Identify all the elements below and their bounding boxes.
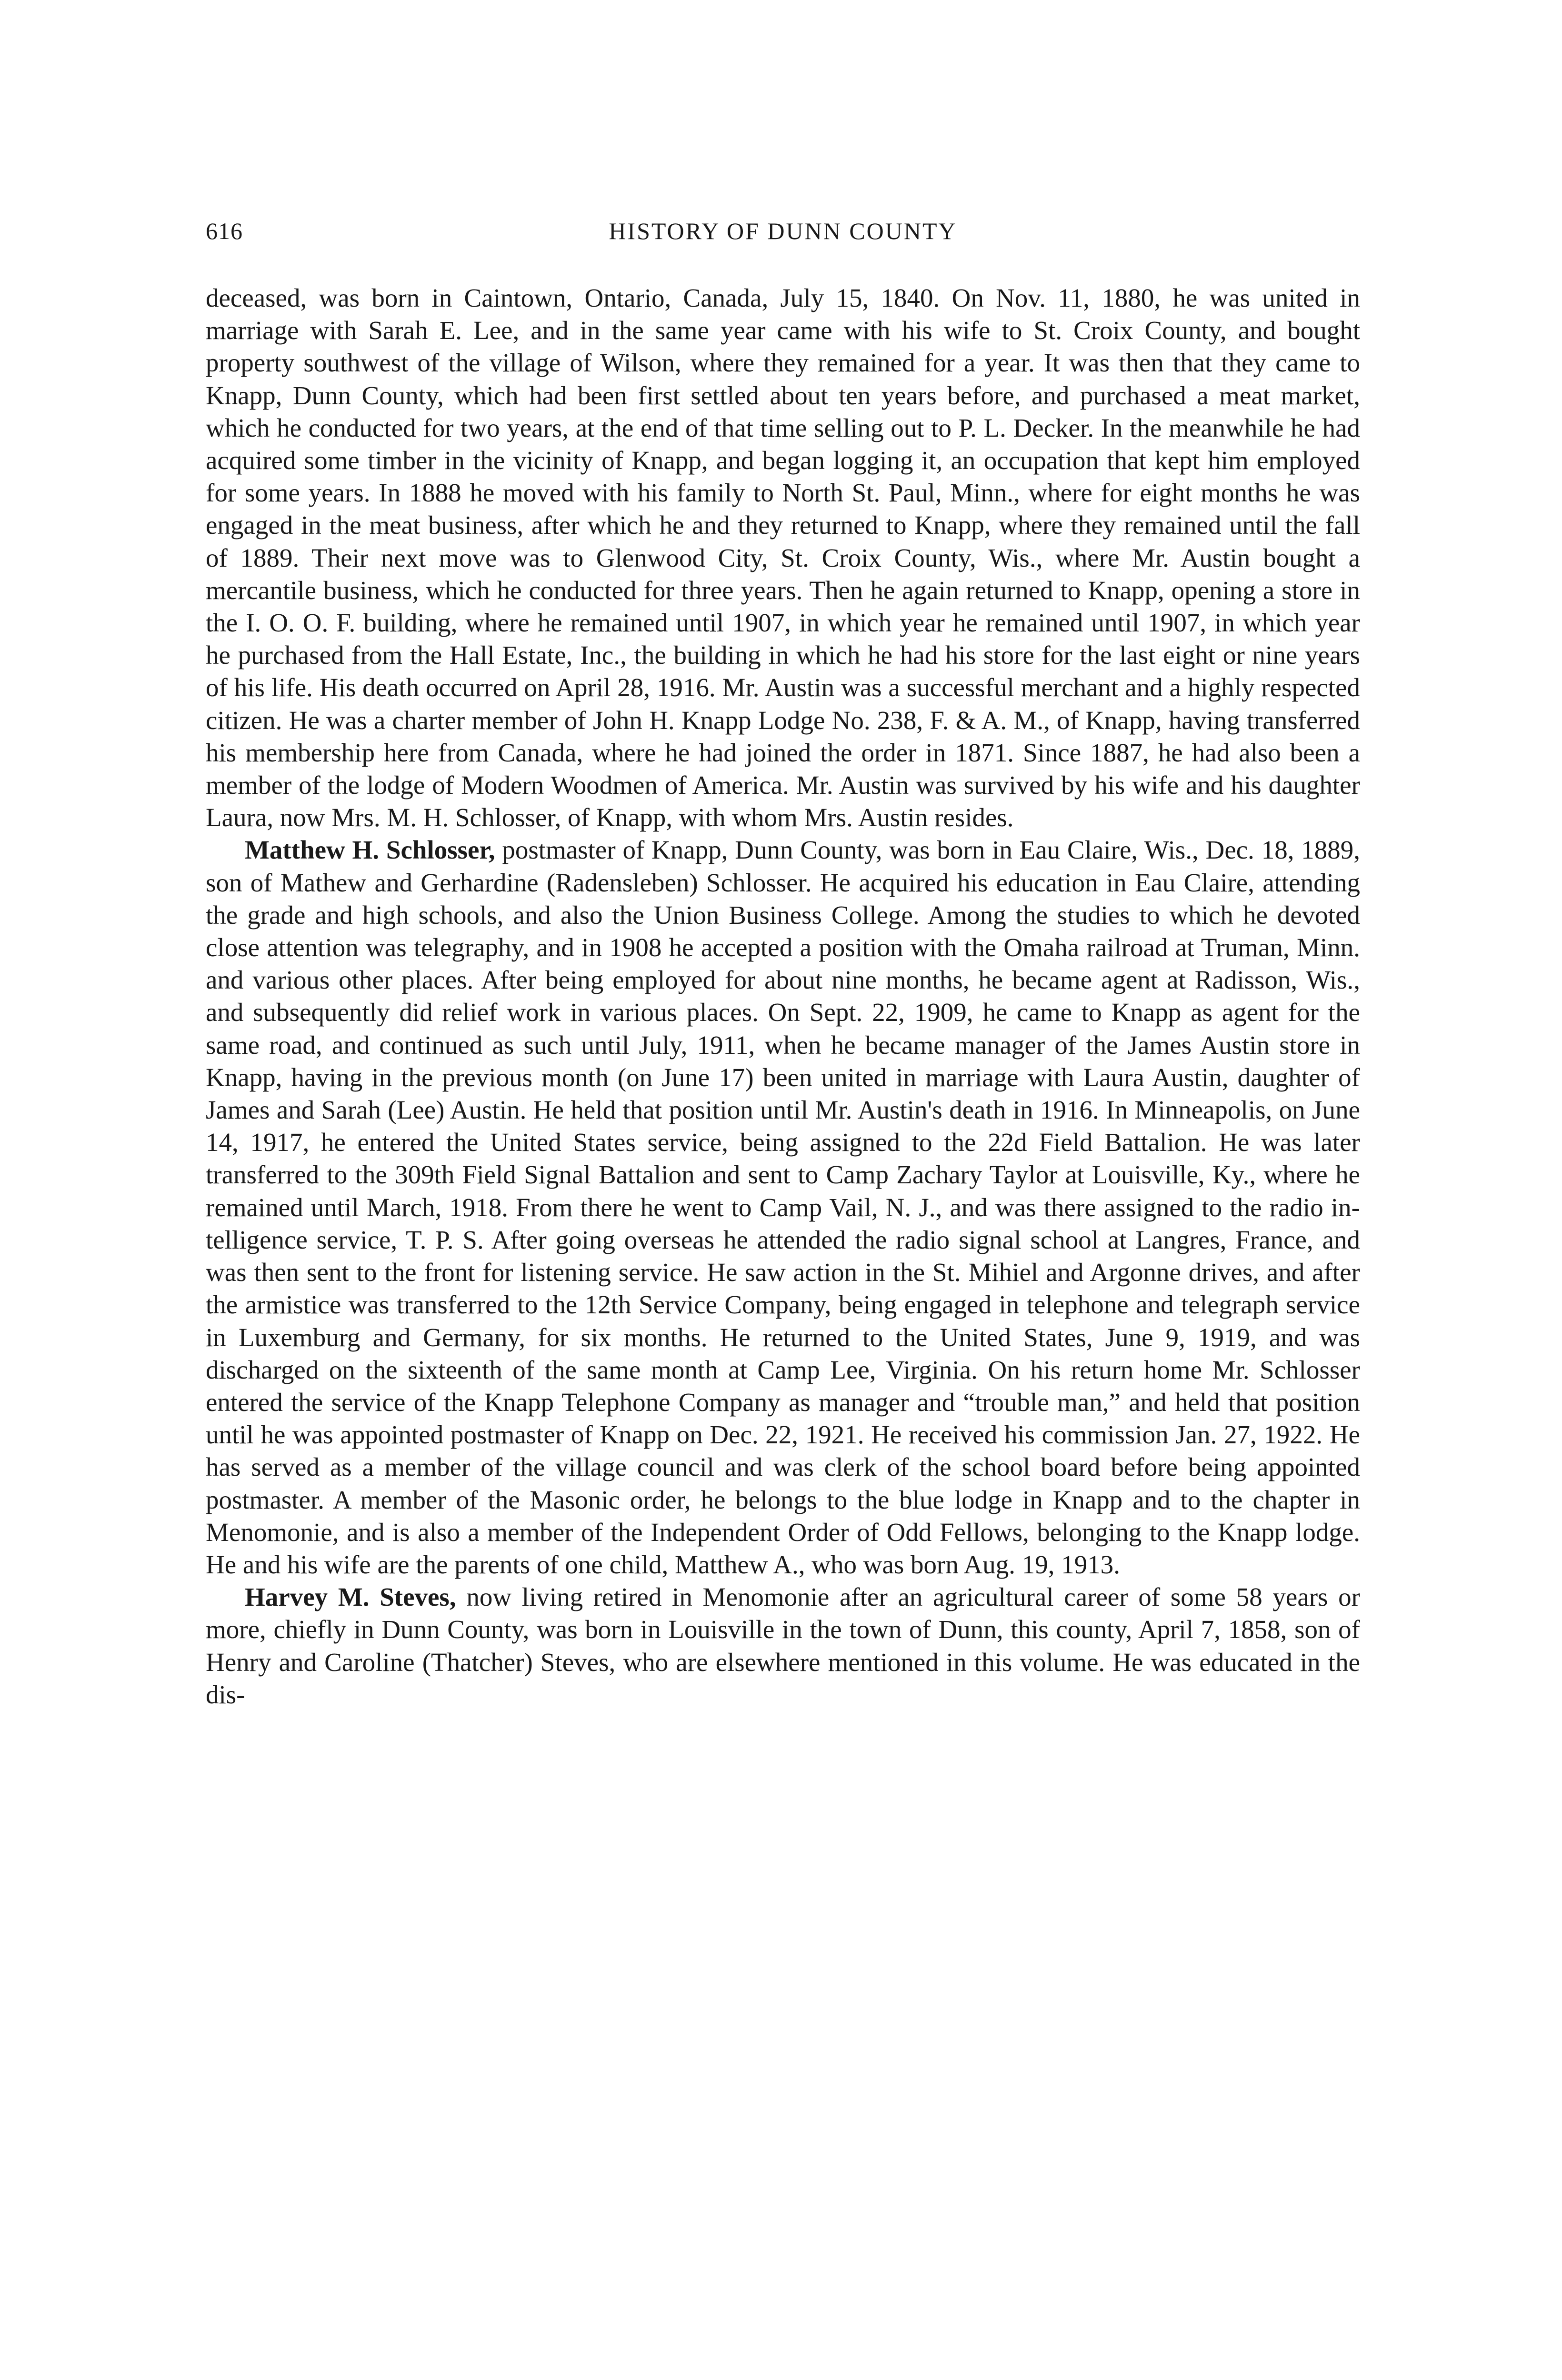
paragraph-text: now living retired in Menomonie after an agricultural career of some 58 years or more, chiefly in Dunn County, was born in Louisville in the town of Dunn, this county, April 7, 1858, son of Henry and Caroline (Thatcher) Steves, who are elsewhere mentioned in this volume. He was educated in the dis- xyxy=(206,1582,1360,1709)
body-text xyxy=(206,282,1360,1711)
page-header xyxy=(206,210,1360,252)
entry-name: Matthew H. Schlosser, xyxy=(245,835,495,865)
paragraph-steves xyxy=(206,1581,1360,1711)
paragraph-text: postmaster of Knapp, Dunn County, was born in Eau Claire, Wis., Dec. 18, 1889, son of Mathew and Gerhardine (Radensleben) Schlosser. He acquired his education in Eau Claire, attending the grade and high schools, and also the Union Business College. Among the studies to which he devoted close attention was telegraphy, and in 1908 he accepted a position with the Omaha railroad at Truman, Minn. and various other places. After being employed for about nine months, he became agent at Radisson, Wis., and subsequently did relief work in various places. On Sept. 22, 1909, he came to Knapp as agent for the same road, and continued as such until July, 1911, when he became manager of the James Austin store in Knapp, having in the previous month (on June 17) been united in marriage with Laura Austin, daughter of James and Sarah (Lee) Austin. He held that position until Mr. Austin's death in 1916. In Minneapolis, on June 14, 1917, he entered the United States service, being assigned to the 22d Field Battalion. He was later transferred to the 309th Field Signal Battalion and sent to Camp Zachary Taylor at Louisville, Ky., where he remained until March, 1918. From there he went to Camp Vail, N. J., and was there assigned to the radio intelligence service, T. P. S. After going overseas he attended the radio signal school at Langres, France, and was then sent to the front for listening service. He saw action in the St. Mihiel and Argonne drives, and after the armistice was transferred to the 12th Service Company, being engaged in telephone and telegraph service in Luxemburg and Germany, for six months. He returned to the United States, June 9, 1919, and was discharged on the sixteenth of the same month at Camp Lee, Virginia. On his return home Mr. Schlosser entered the service of the Knapp Telephone Company as manager and “trouble man,” and held that position until he was appointed postmaster of Knapp on Dec. 22, 1921. He received his commission Jan. 27, 1922. He has served as a member of the village council and was clerk of the school board before being appointed postmaster. A member of the Masonic order, he belongs to the blue lodge in Knapp and to the chapter in Menomonie, and is also a member of the Independent Order of Odd Fellows, belonging to the Knapp lodge. He and his wife are the parents of one child, Matthew A., who was born Aug. 19, 1913. xyxy=(206,835,1360,1579)
paragraph-austin-continued xyxy=(206,282,1360,834)
running-head: HISTORY OF DUNN COUNTY xyxy=(609,218,957,244)
paragraph-schlosser xyxy=(206,834,1360,1581)
entry-name: Harvey M. Steves, xyxy=(245,1582,456,1612)
paragraph-text: deceased, was born in Caintown, Ontario, Canada, July 15, 1840. On Nov. 11, 1880, he was united in marriage with Sarah E. Lee, and in the same year came with his wife to St. Croix County, and bought property southwest of the village of Wilson, where they remained for a year. It was then that they came to Knapp, Dunn County, which had been first settled about ten years before, and purchased a meat market, which he conducted for two years, at the end of that time selling out to P. L. Decker. In the meanwhile he had acquired some timber in the vicinity of Knapp, and began logging it, an occupation that kept him employed for some years. In 1888 he moved with his family to North St. Paul, Minn., where for eight months he was engaged in the meat business, after which he and they returned to Knapp, where they remained until the fall of 1889. Their next move was to Glenwood City, St. Croix County, Wis., where Mr. Austin bought a mercantile business, which he conducted for three years. Then he again returned to Knapp, opening a store in the I. O. O. F. building, where he remained until 1907, in which year he remained until 1907, in which year he purchased from the Hall Estate, Inc., the building in which he had his store for the last eight or nine years of his life. His death occurred on April 28, 1916. Mr. Austin was a successful merchant and a highly respected citizen. He was a charter member of John H. Knapp Lodge No. 238, F. & A. M., of Knapp, having transferred his membership here from Canada, where he had joined the order in 1871. Since 1887, he had also been a member of the lodge of Modern Woodmen of America. Mr. Austin was survived by his wife and his daughter Laura, now Mrs. M. H. Schlosser, of Knapp, with whom Mrs. Austin resides. xyxy=(206,283,1360,832)
page-number: 616 xyxy=(206,218,243,244)
document-page xyxy=(206,210,1360,1711)
